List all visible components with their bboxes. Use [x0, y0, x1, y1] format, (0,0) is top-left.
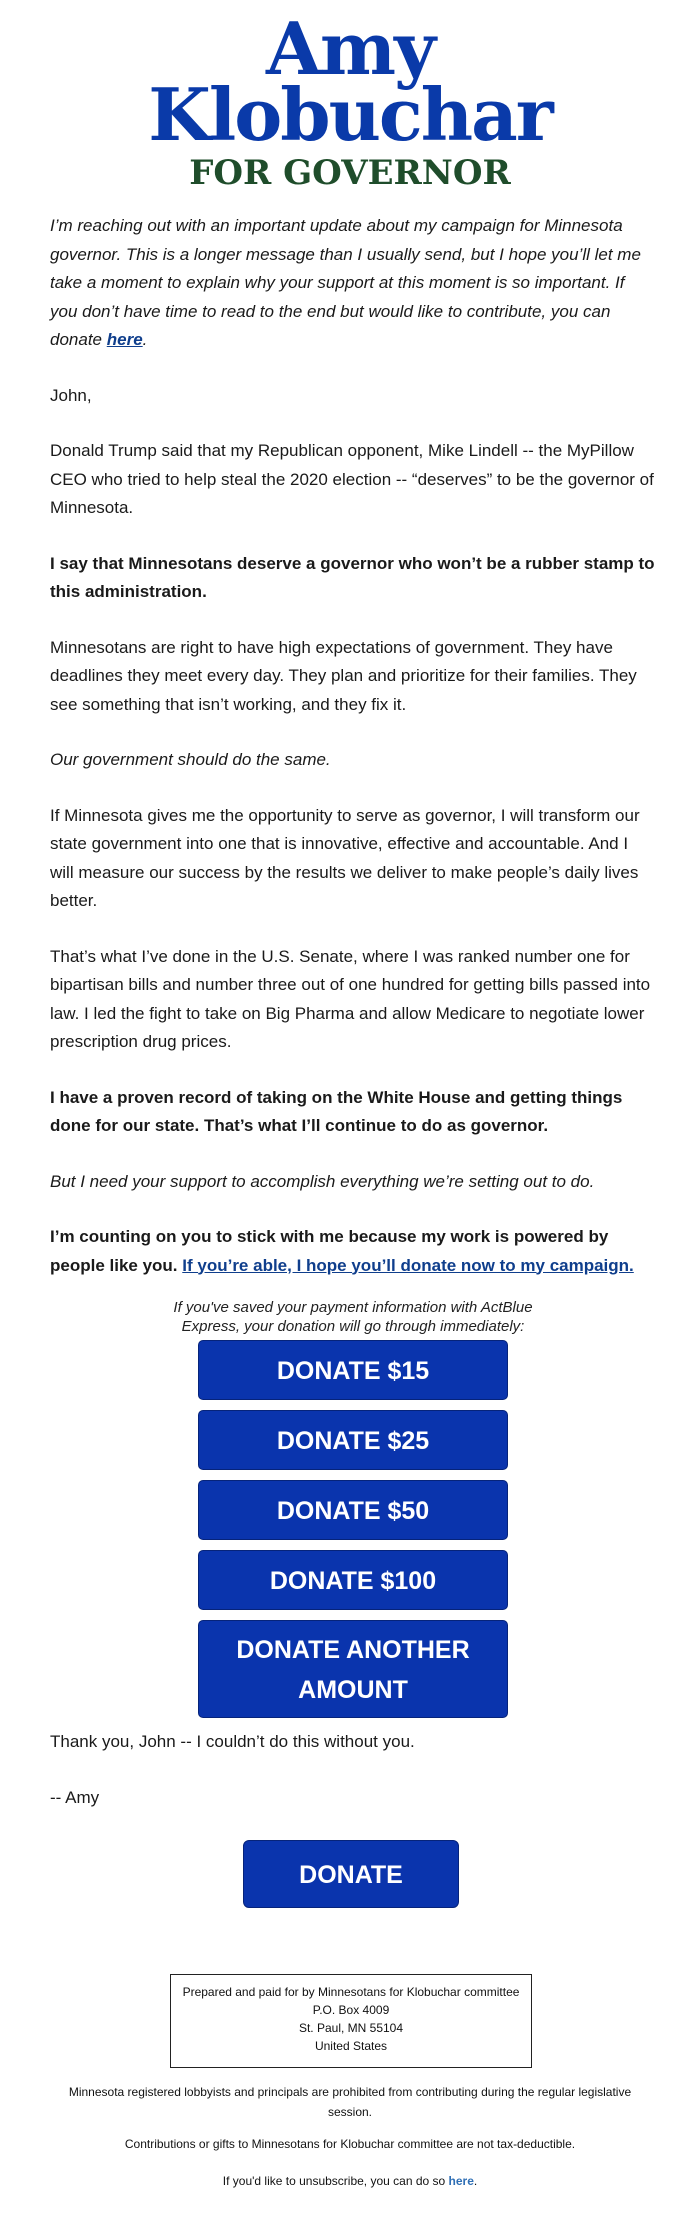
paragraph-trump: Donald Trump said that my Republican opponent, Mike Lindell -- the MyPillow CEO who tried to help steal the 2020 election -- “deserves” to be the governor of Minnesota. [50, 441, 654, 517]
disclaimer-country: United States [314, 2039, 388, 2053]
paragraph-government-same: Our government should do the same. [50, 750, 331, 769]
unsubscribe-link[interactable]: here [448, 2174, 474, 2188]
intro-paragraph: I’m reaching out with an important update about my campaign for Minnesota governor. This is a longer message than I usually send, but I hope you’ll let me take a moment to explain why your support at this moment is so important. If you don’t have time to read to the end but would like to contribute, you can donate here. [50, 216, 641, 349]
actblue-note: If you've saved your payment information with ActBlue Express, your donation will go through immediately: [173, 1299, 533, 1335]
email-body [50, 212, 656, 1839]
donate-50-button[interactable]: DONATE $50 [198, 1480, 508, 1540]
paragraph-need-support: But I need your support to accomplish everything we’re setting out to do. [50, 1171, 595, 1191]
unsubscribe-line: If you'd like to unsubscribe, you can do so here. [222, 2174, 478, 2188]
paragraph-expectations: Minnesotans are right to have high expectations of government. They have deadlines they meet every day. They plan and prioritize for their families. They see something that isn’t working, and they fix it. [50, 637, 637, 714]
lobbyist-notice: Minnesota registered lobbyists and principals are prohibited from contributing during the regular legislative session. [68, 2085, 632, 2119]
disclaimer-po-box: P.O. Box 4009 [312, 2003, 390, 2017]
logo-first-name: Amy [266, 6, 434, 91]
donate-15-button[interactable]: DONATE $15 [198, 1340, 508, 1400]
paragraph-transform: If Minnesota gives me the opportunity to serve as governor, I will transform our state government into one that is innovative, effective and accountable. And I will measure our success by the results we deliver to make people’s daily lives better. [50, 805, 640, 910]
logo-last-name: Klobuchar [148, 72, 552, 157]
disclaimer-committee: Prepared and paid for by Minnesotans for Klobuchar committee [182, 1985, 520, 1999]
donate-now-link[interactable]: If you’re able, I hope you’ll donate now to my campaign. [182, 1255, 634, 1275]
paragraph-counting-on-you: I’m counting on you to stick with me because my work is powered by people like you. If you’re able, I hope you’ll donate now to my campaign. [50, 1227, 634, 1275]
intro-donate-link[interactable]: here [106, 330, 143, 349]
disclaimer-city: St. Paul, MN 55104 [298, 2021, 404, 2035]
donate-100-button[interactable]: DONATE $100 [198, 1550, 508, 1610]
tax-notice: Contributions or gifts to Minnesotans for Klobuchar committee are not tax-deductible. [124, 2137, 576, 2151]
paragraph-rubber-stamp: I say that Minnesotans deserve a governor who won’t be a rubber stamp to this administration. [50, 553, 655, 601]
paragraph-senate-record: That’s what I’ve done in the U.S. Senate, where I was ranked number one for bipartisan bills and number three out of one hundred for getting bills passed into law. I led the fight to take on Big Pharma and allow Medicare to negotiate lower prescription drug prices. [50, 946, 651, 1051]
donate-other-amount-button[interactable]: DONATE ANOTHER AMOUNT [198, 1620, 508, 1718]
donate-button[interactable]: DONATE [243, 1840, 459, 1908]
paid-for-disclaimer [170, 1974, 532, 2068]
paragraph-proven-record: I have a proven record of taking on the White House and getting things done for our state. That’s what I’ll continue to do as governor. [50, 1087, 623, 1135]
thank-you-line: Thank you, John -- I couldn’t do this without you. [50, 1732, 415, 1751]
signoff: -- Amy [50, 1787, 100, 1807]
logo-tagline: FOR GOVERNOR [189, 153, 511, 193]
greeting: John, [50, 385, 92, 405]
campaign-logo [0, 6, 700, 196]
donate-25-button[interactable]: DONATE $25 [198, 1410, 508, 1470]
